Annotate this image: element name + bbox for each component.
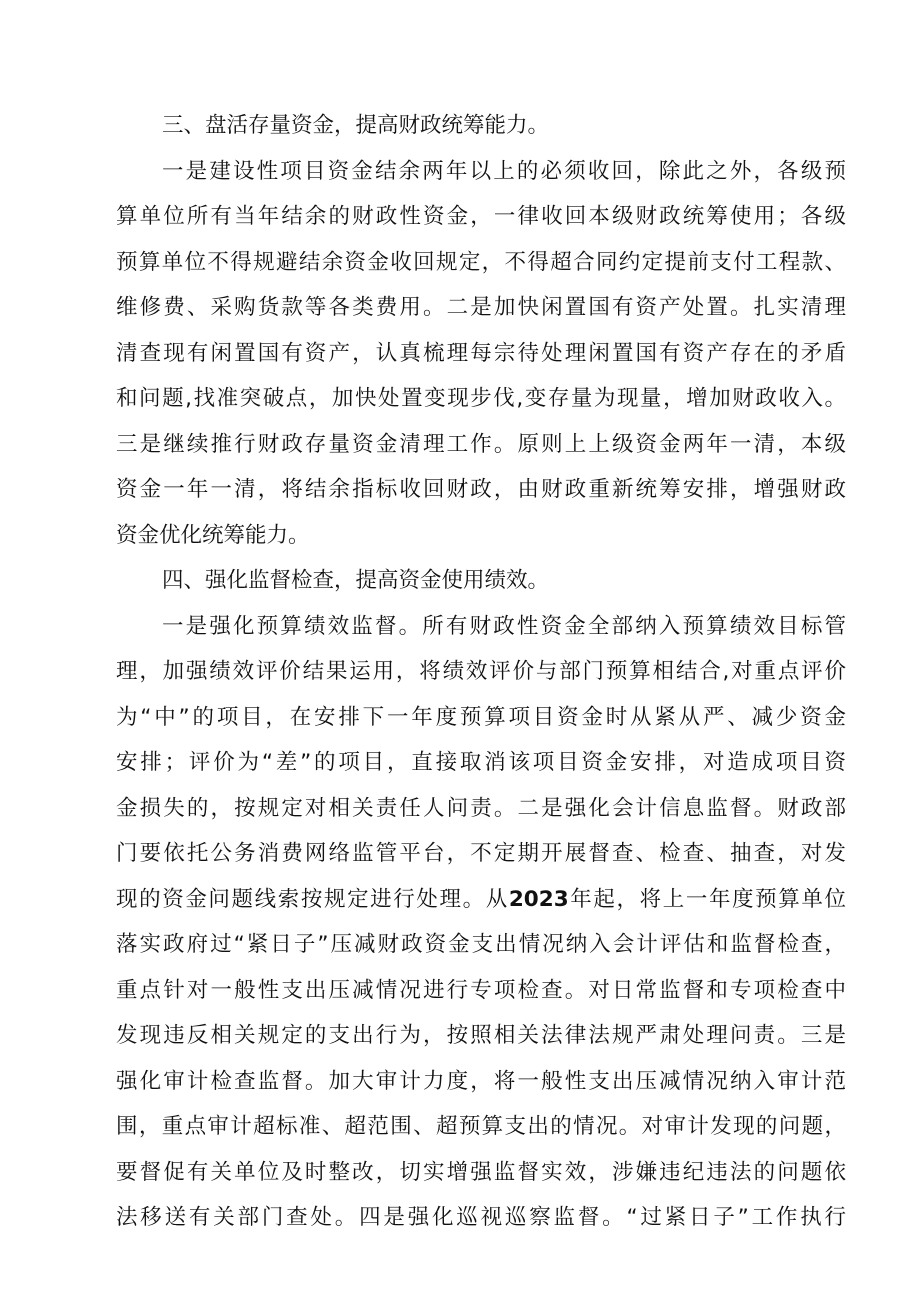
year-number: 2023 [508,886,569,912]
paragraph-line: 资金优化统筹能力。 [116,522,310,548]
paragraph-line: 落实政府过“紧日子”压减财政资金支出情况纳入会计评估和监督检查， [116,932,846,957]
line-text-after: 年起，将上一年度预算单位 [568,886,846,912]
paragraph-line: 围，重点审计超标准、超范围、超预算支出的情况。对审计发现的问题， [116,1114,846,1139]
paragraph-line: 一是强化预算绩效监督。所有财政性资金全部纳入预算绩效目标管 [162,613,846,639]
paragraph-line: 资金一年一清，将结余指标收回财政，由财政重新统筹安排，增强财政 [116,477,846,502]
paragraph-line: 金损失的，按规定对相关责任人问责。二是强化会计信息监督。财政部 [116,795,846,821]
paragraph-line: 三是继续推行财政存量资金清理工作。原则上上级资金两年一清，本级 [116,431,846,457]
paragraph-line: 安排；评价为“差”的项目，直接取消该项目资金安排，对造成项目资 [116,750,846,775]
paragraph-line: 门要依托公务消费网络监管平台，不定期开展督查、检查、抽查，对发 [116,841,846,866]
paragraph-line: 清查现有闲置国有资产，认真梳理每宗待处理闲置国有资产存在的矛盾 [116,340,846,366]
paragraph-line: 预算单位不得规避结余资金收回规定，不得超合同约定提前支付工程款、 [116,249,846,275]
paragraph-line: 为“中”的项目，在安排下一年度预算项目资金时从紧从严、减少资金 [116,704,846,730]
section-heading-4: 四、强化监督检查，提高资金使用绩效。 [162,568,550,593]
section-heading-3: 三、盘活存量资金，提高财政统筹能力。 [162,113,550,138]
paragraph-line: 重点针对一般性支出压减情况进行专项检查。对日常监督和专项检查中 [116,977,846,1003]
paragraph-line: 算单位所有当年结余的财政性资金，一律收回本级财政统筹使用；各级 [116,204,846,229]
document-body [116,103,846,1241]
paragraph-line: 要督促有关单位及时整改，切实增强监督实效，涉嫌违纪违法的问题依 [116,1159,846,1185]
paragraph-line: 和问题,找准突破点，加快处置变现步伐,变存量为现量，增加财政收入。 [116,386,846,411]
paragraph-line: 发现违反相关规定的支出行为，按照相关法律法规严肃处理问责。三是 [116,1023,846,1048]
paragraph-line: 一是建设性项目资金结余两年以上的必须收回，除此之外，各级预 [162,158,846,184]
paragraph-line: 理，加强绩效评价结果运用，将绩效评价与部门预算相结合,对重点评价 [116,659,846,684]
paragraph-line-with-year [116,877,846,923]
line-text-before: 现的资金问题线索按规定进行处理。从 [116,886,509,912]
paragraph-line: 法移送有关部门查处。四是强化巡视巡察监督。“过紧日子”工作执行 [116,1205,846,1230]
paragraph-line: 维修费、采购货款等各类费用。二是加快闲置国有资产处置。扎实清理 [116,295,846,320]
paragraph-line: 强化审计检查监督。加大审计力度，将一般性支出压减情况纳入审计范 [116,1068,846,1094]
